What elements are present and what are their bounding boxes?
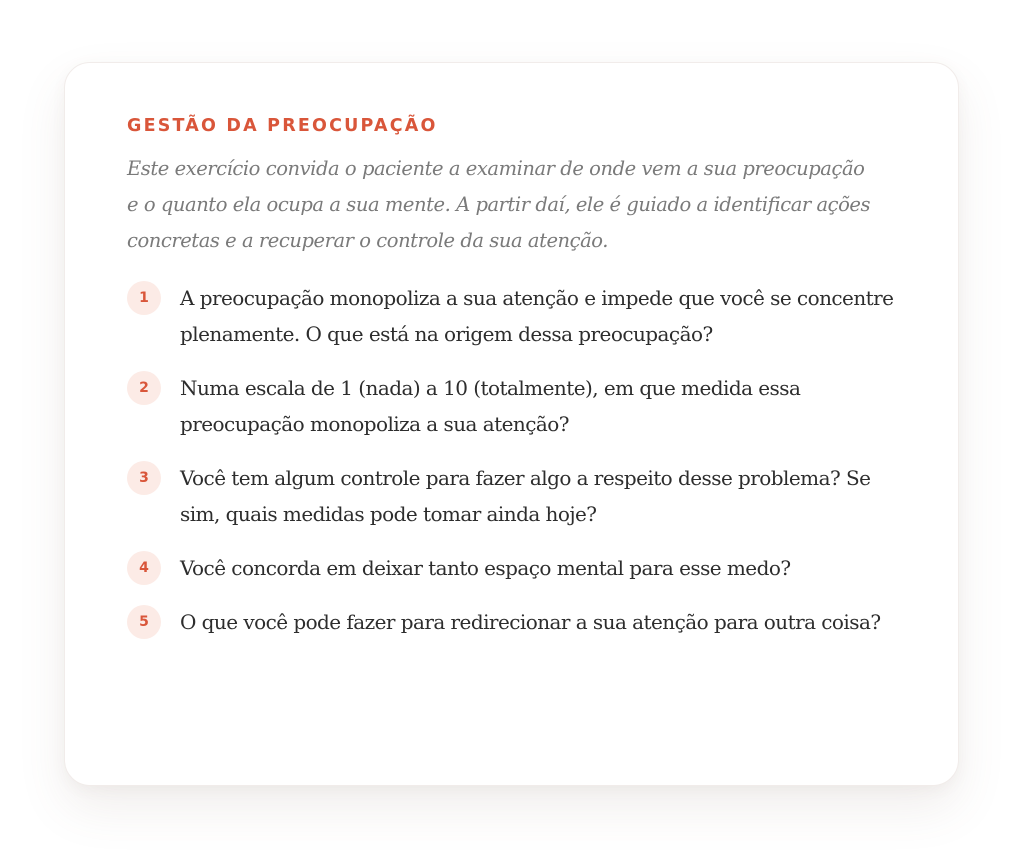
- question-item: [127, 604, 898, 640]
- question-number-badge: 2: [127, 371, 161, 405]
- question-text: A preocupação monopoliza a sua atenção e impede que você se concentre plenamente. O que está na origem dessa preocupação?: [180, 286, 894, 346]
- question-text: Você tem algum controle para fazer algo a respeito desse problema? Se sim, quais medidas pode tomar ainda hoje?: [180, 466, 871, 526]
- question-item: [127, 550, 898, 586]
- question-number-badge: 4: [127, 551, 161, 585]
- question-text: O que você pode fazer para redirecionar a sua atenção para outra coisa?: [180, 610, 881, 634]
- question-number-badge: 3: [127, 461, 161, 495]
- question-item: [127, 280, 898, 352]
- question-number-badge: 1: [127, 281, 161, 315]
- question-item: [127, 370, 898, 442]
- card-intro: Este exercício convida o paciente a examinar de onde vem a sua preocupação e o quanto ela ocupa a sua mente. A partir daí, ele é guiado a identificar ações concretas e a recuperar o controle da sua atenção.: [127, 157, 871, 252]
- exercise-card: [64, 62, 959, 786]
- card-title: GESTÃO DA PREOCUPAÇÃO: [127, 116, 438, 136]
- question-text: Você concorda em deixar tanto espaço mental para esse medo?: [180, 556, 791, 580]
- question-text: Numa escala de 1 (nada) a 10 (totalmente), em que medida essa preocupação monopoliza a sua atenção?: [180, 376, 801, 436]
- question-item: [127, 460, 898, 532]
- question-list: [127, 280, 898, 640]
- question-number-badge: 5: [127, 605, 161, 639]
